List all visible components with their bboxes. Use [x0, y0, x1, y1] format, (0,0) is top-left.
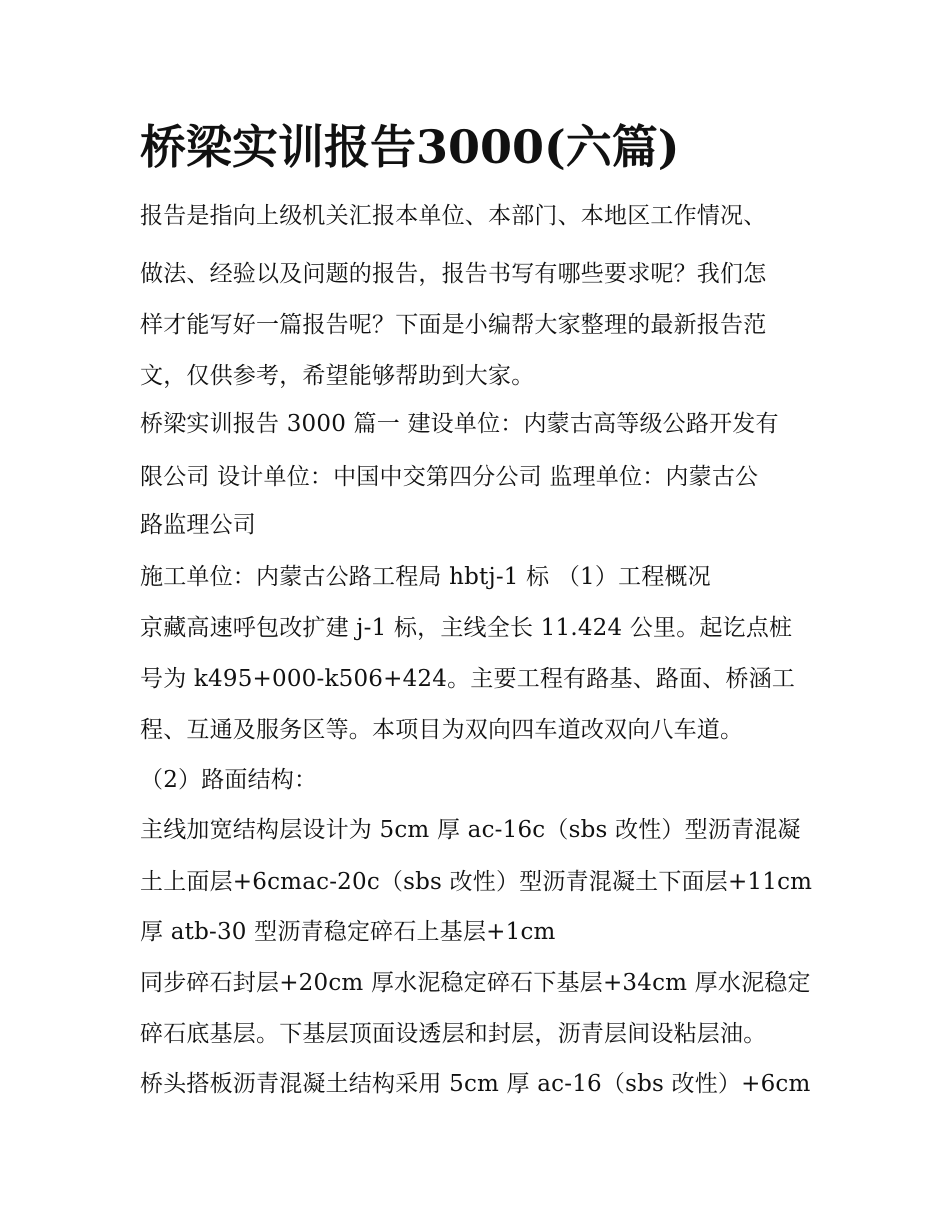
text-line-12: （2）路面结构： — [140, 767, 318, 793]
text-line-8: 施工单位：内蒙古公路工程局 hbtj-1 标 （1）工程概况 — [140, 564, 711, 590]
text-line-3: 样才能写好一篇报告呢？下面是小编帮大家整理的最新报告范 — [140, 312, 767, 338]
text-line-13: 主线加宽结构层设计为 5cm 厚 ac-16c（sbs 改性）型沥青混凝 — [140, 817, 801, 843]
text-line-14: 土上面层+6cmac-20c（sbs 改性）型沥青混凝土下面层+11cm — [140, 869, 813, 895]
text-line-2: 做法、经验以及问题的报告，报告书写有哪些要求呢？我们怎 — [140, 261, 767, 287]
text-line-15: 厚 atb-30 型沥青稳定碎石上基层+1cm — [140, 919, 556, 945]
text-line-11: 程、互通及服务区等。本项目为双向四车道改双向八车道。 — [140, 717, 744, 743]
text-line-9: 京藏高速呼包改扩建 j-1 标，主线全长 11.424 公里。起讫点桩 — [140, 615, 793, 641]
text-line-17: 碎石底基层。下基层顶面设透层和封层，沥青层间设粘层油。 — [140, 1021, 767, 1047]
document-title: 桥梁实训报告3000(六篇) — [140, 120, 680, 174]
text-line-1: 报告是指向上级机关汇报本单位、本部门、本地区工作情况、 — [140, 203, 767, 229]
text-line-10: 号为 k495+000-k506+424。主要工程有路基、路面、桥涵工 — [140, 666, 796, 692]
text-line-7: 路监理公司 — [140, 512, 256, 538]
text-line-18: 桥头搭板沥青混凝土结构采用 5cm 厚 ac-16（sbs 改性）+6cm — [140, 1071, 811, 1097]
text-line-16: 同步碎石封层+20cm 厚水泥稳定碎石下基层+34cm 厚水泥稳定 — [140, 970, 811, 996]
text-line-4: 文，仅供参考，希望能够帮助到大家。 — [140, 363, 535, 389]
text-line-6: 限公司 设计单位：中国中交第四分公司 监理单位：内蒙古公 — [140, 464, 759, 490]
text-line-5: 桥梁实训报告 3000 篇一 建设单位：内蒙古高等级公路开发有 — [140, 411, 779, 437]
